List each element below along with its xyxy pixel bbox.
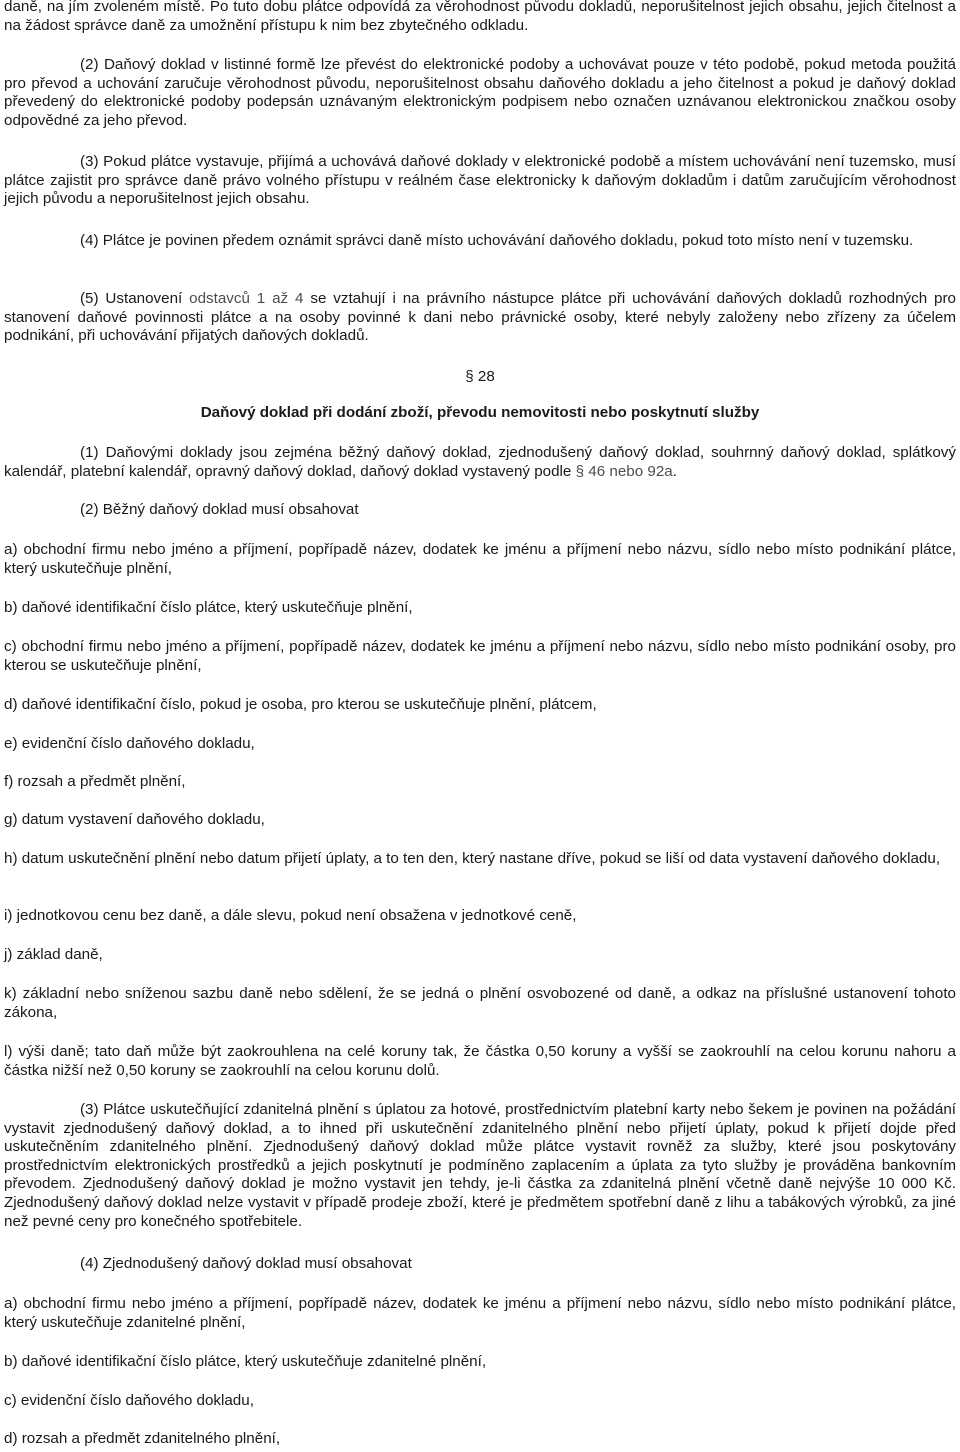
continued-paragraph: daně, na jím zvoleném místě. Po tuto dobu plátce odpovídá za věrohodnost původu dokladů, neporušitelnost jejich obsahu, jejich čitelnost a na žádost správce daně za umožnění přístupu k nim bez zbytečného odkladu. bbox=[4, 0, 956, 34]
list-item-4c: c) evidenční číslo daňového dokladu, bbox=[4, 1392, 254, 1409]
list-item-2k: k) základní nebo sníženou sazbu daně nebo sdělení, že se jedná o plnění osvobozené od daně, a odkaz na příslušné ustanovení tohoto zákona, bbox=[4, 985, 956, 1021]
paragraph-28-4-heading: (4) Zjednodušený daňový doklad musí obsahovat bbox=[80, 1255, 412, 1272]
list-item-2h: h) datum uskutečnění plnění nebo datum přijetí úplaty, a to ten den, který nastane dříve, pokud se liší od data vystavení daňového dokladu, bbox=[4, 850, 941, 867]
paragraph-28-3: (3) Plátce uskutečňující zdanitelná plnění s úplatou za hotové, prostřednictvím platební karty nebo šekem je povinen na požádání vystavit zjednodušený daňový doklad, a to ihned při uskutečnění zdanitelného plnění nebo přijetí úplaty, pokud k přijetí dojde před uskutečněním zdanitelného plnění. Zjednodušený daňový doklad může plátce vystavit rovněž za služby, které jsou poskytovány prostřednictvím elektronických prostředků a jejich poskytnutí je podmíněno zaplacením a úplata za tyto služby je prováděna bankovním převodem. Zjednodušený daňový doklad je možno vystavit jen tehdy, je-li částka za zdanitelná plnění včetně daně nejvýše 10 000 Kč. Zjednodušený daňový doklad nelze vystavit v případě prodeje zboží, které je předmětem spotřební daně z lihu a tabákových výrobků, za jiné než pevné ceny pro konečného spotřebitele. bbox=[4, 1101, 956, 1230]
paragraph-28-1-text: (1) Daňovými doklady jsou zejména běžný daňový doklad, zjednodušený daňový doklad, souhrnný daňový doklad, splátkový kalendář, platební kalendář, opravný daňový doklad, daňový doklad vystavený podle bbox=[4, 444, 956, 480]
list-item-2e: e) evidenční číslo daňového dokladu, bbox=[4, 735, 255, 752]
paragraph-27-2: (2) Daňový doklad v listinné formě lze převést do elektronické podoby a uchovávat pouze v této podobě, pokud metoda použitá pro převod a uchování zaručuje věrohodnost původu, neporušitelnost obsahu daňového dokladu a jeho čitelnost a pokud je daňový doklad převedený do elektronické podoby podepsán uznávaným elektronickým podpisem nebo označen uznávanou elektronickou značkou osoby odpovědné za jeho převod. bbox=[4, 56, 956, 129]
list-item-2g: g) datum vystavení daňového dokladu, bbox=[4, 811, 265, 828]
list-item-4d: d) rozsah a předmět zdanitelného plnění, bbox=[4, 1430, 281, 1447]
paragraph-27-5-text: (5) Ustanovení bbox=[80, 290, 190, 307]
paragraph-27-4: (4) Plátce je povinen předem oznámit správci daně místo uchovávání daňového dokladu, pokud toto místo není v tuzemsku. bbox=[80, 232, 914, 249]
paragraph-28-1-text-end: . bbox=[672, 462, 677, 480]
list-item-2d: d) daňové identifikační číslo, pokud je osoba, pro kterou se uskutečňuje plnění, plátcem, bbox=[4, 696, 597, 713]
paragraph-28-2-heading: (2) Běžný daňový doklad musí obsahovat bbox=[80, 501, 359, 518]
section-mark: § 28 bbox=[465, 368, 495, 385]
list-item-4a: a) obchodní firmu nebo jméno a příjmení, popřípadě název, dodatek ke jménu a příjmení nebo názvu, sídlo nebo místo podnikání plátce, který uskutečňuje zdanitelné plnění, bbox=[4, 1295, 956, 1331]
list-item-2j: j) základ daně, bbox=[4, 946, 103, 963]
reference-link-par46[interactable]: § 46 nebo 92a bbox=[575, 462, 673, 480]
list-item-2c: c) obchodní firmu nebo jméno a příjmení, popřípadě název, dodatek ke jménu a příjmení nebo názvu, sídlo nebo místo podnikání osoby, pro kterou se uskutečňuje plnění, bbox=[4, 638, 956, 674]
list-item-2b: b) daňové identifikační číslo plátce, který uskutečňuje plnění, bbox=[4, 599, 413, 616]
list-item-2f: f) rozsah a předmět plnění, bbox=[4, 773, 186, 790]
paragraph-28-1 bbox=[4, 444, 956, 481]
list-item-4b: b) daňové identifikační číslo plátce, který uskutečňuje zdanitelné plnění, bbox=[4, 1353, 487, 1370]
paragraph-27-5 bbox=[4, 290, 956, 346]
list-item-2i: i) jednotkovou cenu bez daně, a dále slevu, pokud není obsažena v jednotkové ceně, bbox=[4, 907, 577, 924]
paragraph-27-5-text-end: se vztahují i na právního nástupce plátce při uchovávání daňových dokladů rozhodných pro stanovení daňové povinnosti plátce a na osoby povinné k dani nebo právnické osoby, které nebyly založeny nebo zřízeny za účelem podnikání, při uchovávání přijatých daňových dokladů. bbox=[4, 290, 956, 345]
paragraph-27-3: (3) Pokud plátce vystavuje, přijímá a uchovává daňové doklady v elektronické podobě a místem uchovávání není tuzemsko, musí plátce zajistit pro správce daně právo volného přístupu v reálném čase elektronicky k daňovým dokladům i datům zaručujícím věrohodnost jejich původu a neporušitelnost jejich obsahu. bbox=[4, 153, 956, 208]
reference-link-odstavcu[interactable]: odstavců 1 až 4 bbox=[189, 290, 304, 307]
section-title: Daňový doklad při dodání zboží, převodu nemovitosti nebo poskytnutí služby bbox=[200, 404, 760, 421]
list-item-2a: a) obchodní firmu nebo jméno a příjmení, popřípadě název, dodatek ke jménu a příjmení nebo názvu, sídlo nebo místo podnikání plátce, který uskutečňuje plnění, bbox=[4, 541, 956, 577]
list-item-2l: l) výši daně; tato daň může být zaokrouhlena na celé koruny tak, že částka 0,50 koruny a vyšší se zaokrouhlí na celou korunu nahoru a částka nižší než 0,50 koruny se zaokrouhlí na celou korunu dolů. bbox=[4, 1043, 956, 1079]
